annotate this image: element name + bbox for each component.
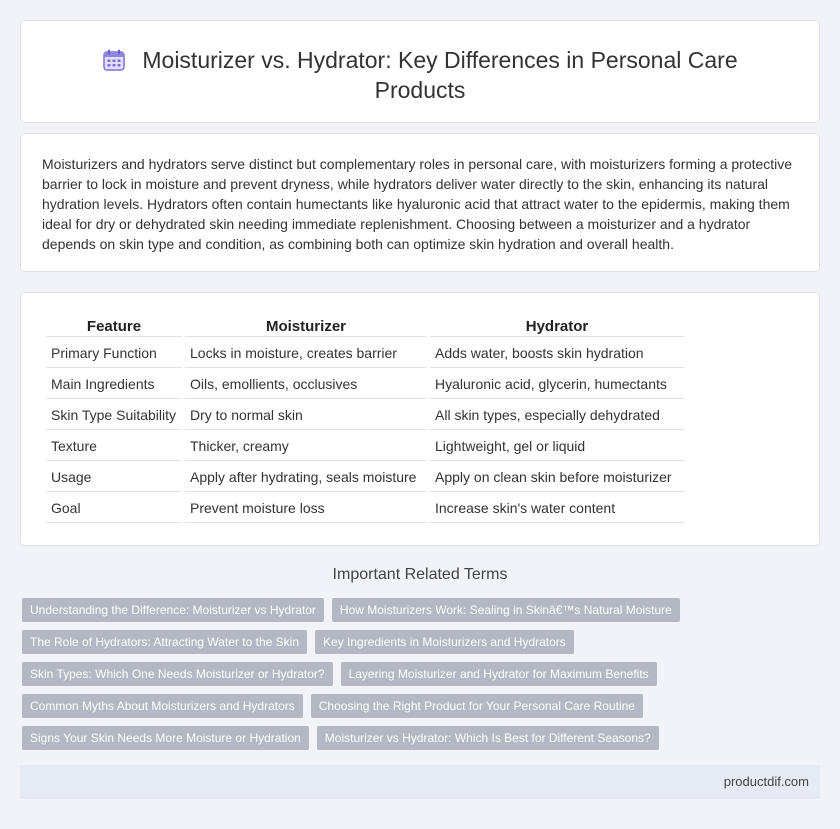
table-cell: Increase skin's water content (430, 494, 684, 523)
table-cell: Hyaluronic acid, glycerin, humectants (430, 370, 684, 399)
footer (20, 765, 820, 799)
table-cell: Locks in moisture, creates barrier (185, 339, 427, 368)
related-term-link[interactable]: Moisturizer vs Hydrator: Which Is Best for Different Seasons? (317, 726, 659, 750)
related-terms-list (22, 598, 818, 758)
related-terms-row (22, 662, 818, 686)
related-term-link[interactable]: The Role of Hydrators: Attracting Water to the Skin (22, 630, 307, 654)
calendar-grid-icon (102, 48, 126, 72)
intro-paragraph: Moisturizers and hydrators serve distinct but complementary roles in personal care, with moisturizers forming a protective barrier to lock in moisture and prevent dryness, while hydrators deliver water directly to the skin, enhancing its natural hydration levels. Hydrators often contain humectants like hyaluronic acid that attract water to the epidermis, making them ideal for dry or dehydrated skin needing immediate replenishment. Choosing between a moisturizer and a hydrator depends on skin type and condition, as combining both can optimize skin hydration and overall health. (42, 156, 793, 252)
table-cell: All skin types, especially dehydrated (430, 401, 684, 430)
page-title-wrap (21, 45, 819, 105)
footer-site-name: productdif.com (723, 774, 809, 789)
header-card (20, 20, 820, 123)
table-row (46, 370, 684, 399)
table-cell: Goal (46, 494, 182, 523)
related-terms-row (22, 694, 818, 718)
intro-card (20, 133, 820, 272)
table-row (46, 432, 684, 461)
related-terms-row (22, 726, 818, 750)
related-term-link[interactable]: Choosing the Right Product for Your Personal Care Routine (311, 694, 643, 718)
table-row (46, 339, 684, 368)
related-term-link[interactable]: Understanding the Difference: Moisturizer vs Hydrator (22, 598, 324, 622)
table-header-feature: Feature (46, 317, 182, 337)
page-title: Moisturizer vs. Hydrator: Key Differences in Personal Care Products (142, 47, 738, 103)
related-term-link[interactable]: Signs Your Skin Needs More Moisture or Hydration (22, 726, 309, 750)
table-cell: Texture (46, 432, 182, 461)
table-cell: Thicker, creamy (185, 432, 427, 461)
related-term-link[interactable]: Skin Types: Which One Needs Moisturizer or Hydrator? (22, 662, 333, 686)
related-term-link[interactable]: Common Myths About Moisturizers and Hydrators (22, 694, 303, 718)
table-cell: Primary Function (46, 339, 182, 368)
table-cell: Apply on clean skin before moisturizer (430, 463, 684, 492)
table-cell: Lightweight, gel or liquid (430, 432, 684, 461)
table-cell: Usage (46, 463, 182, 492)
related-term-link[interactable]: Layering Moisturizer and Hydrator for Maximum Benefits (341, 662, 657, 686)
related-terms-row (22, 630, 818, 654)
table-cell: Skin Type Suitability (46, 401, 182, 430)
table-row (46, 494, 684, 523)
table-header-hydrator: Hydrator (430, 317, 684, 337)
table-cell: Main Ingredients (46, 370, 182, 399)
table-cell: Adds water, boosts skin hydration (430, 339, 684, 368)
related-terms-heading: Important Related Terms (332, 566, 508, 583)
table-row (46, 463, 684, 492)
table-cell: Oils, emollients, occlusives (185, 370, 427, 399)
table-row (46, 401, 684, 430)
related-terms-row (22, 598, 818, 622)
related-term-link[interactable]: Key Ingredients in Moisturizers and Hydrators (315, 630, 574, 654)
related-term-link[interactable]: How Moisturizers Work: Sealing in Skinâ€™s Natural Moisture (332, 598, 680, 622)
table-cell: Prevent moisture loss (185, 494, 427, 523)
table-cell: Apply after hydrating, seals moisture (185, 463, 427, 492)
table-cell: Dry to normal skin (185, 401, 427, 430)
comparison-table-card (20, 292, 820, 546)
table-header-moisturizer: Moisturizer (185, 317, 427, 337)
table-header-row (46, 317, 684, 337)
comparison-table (43, 315, 687, 525)
